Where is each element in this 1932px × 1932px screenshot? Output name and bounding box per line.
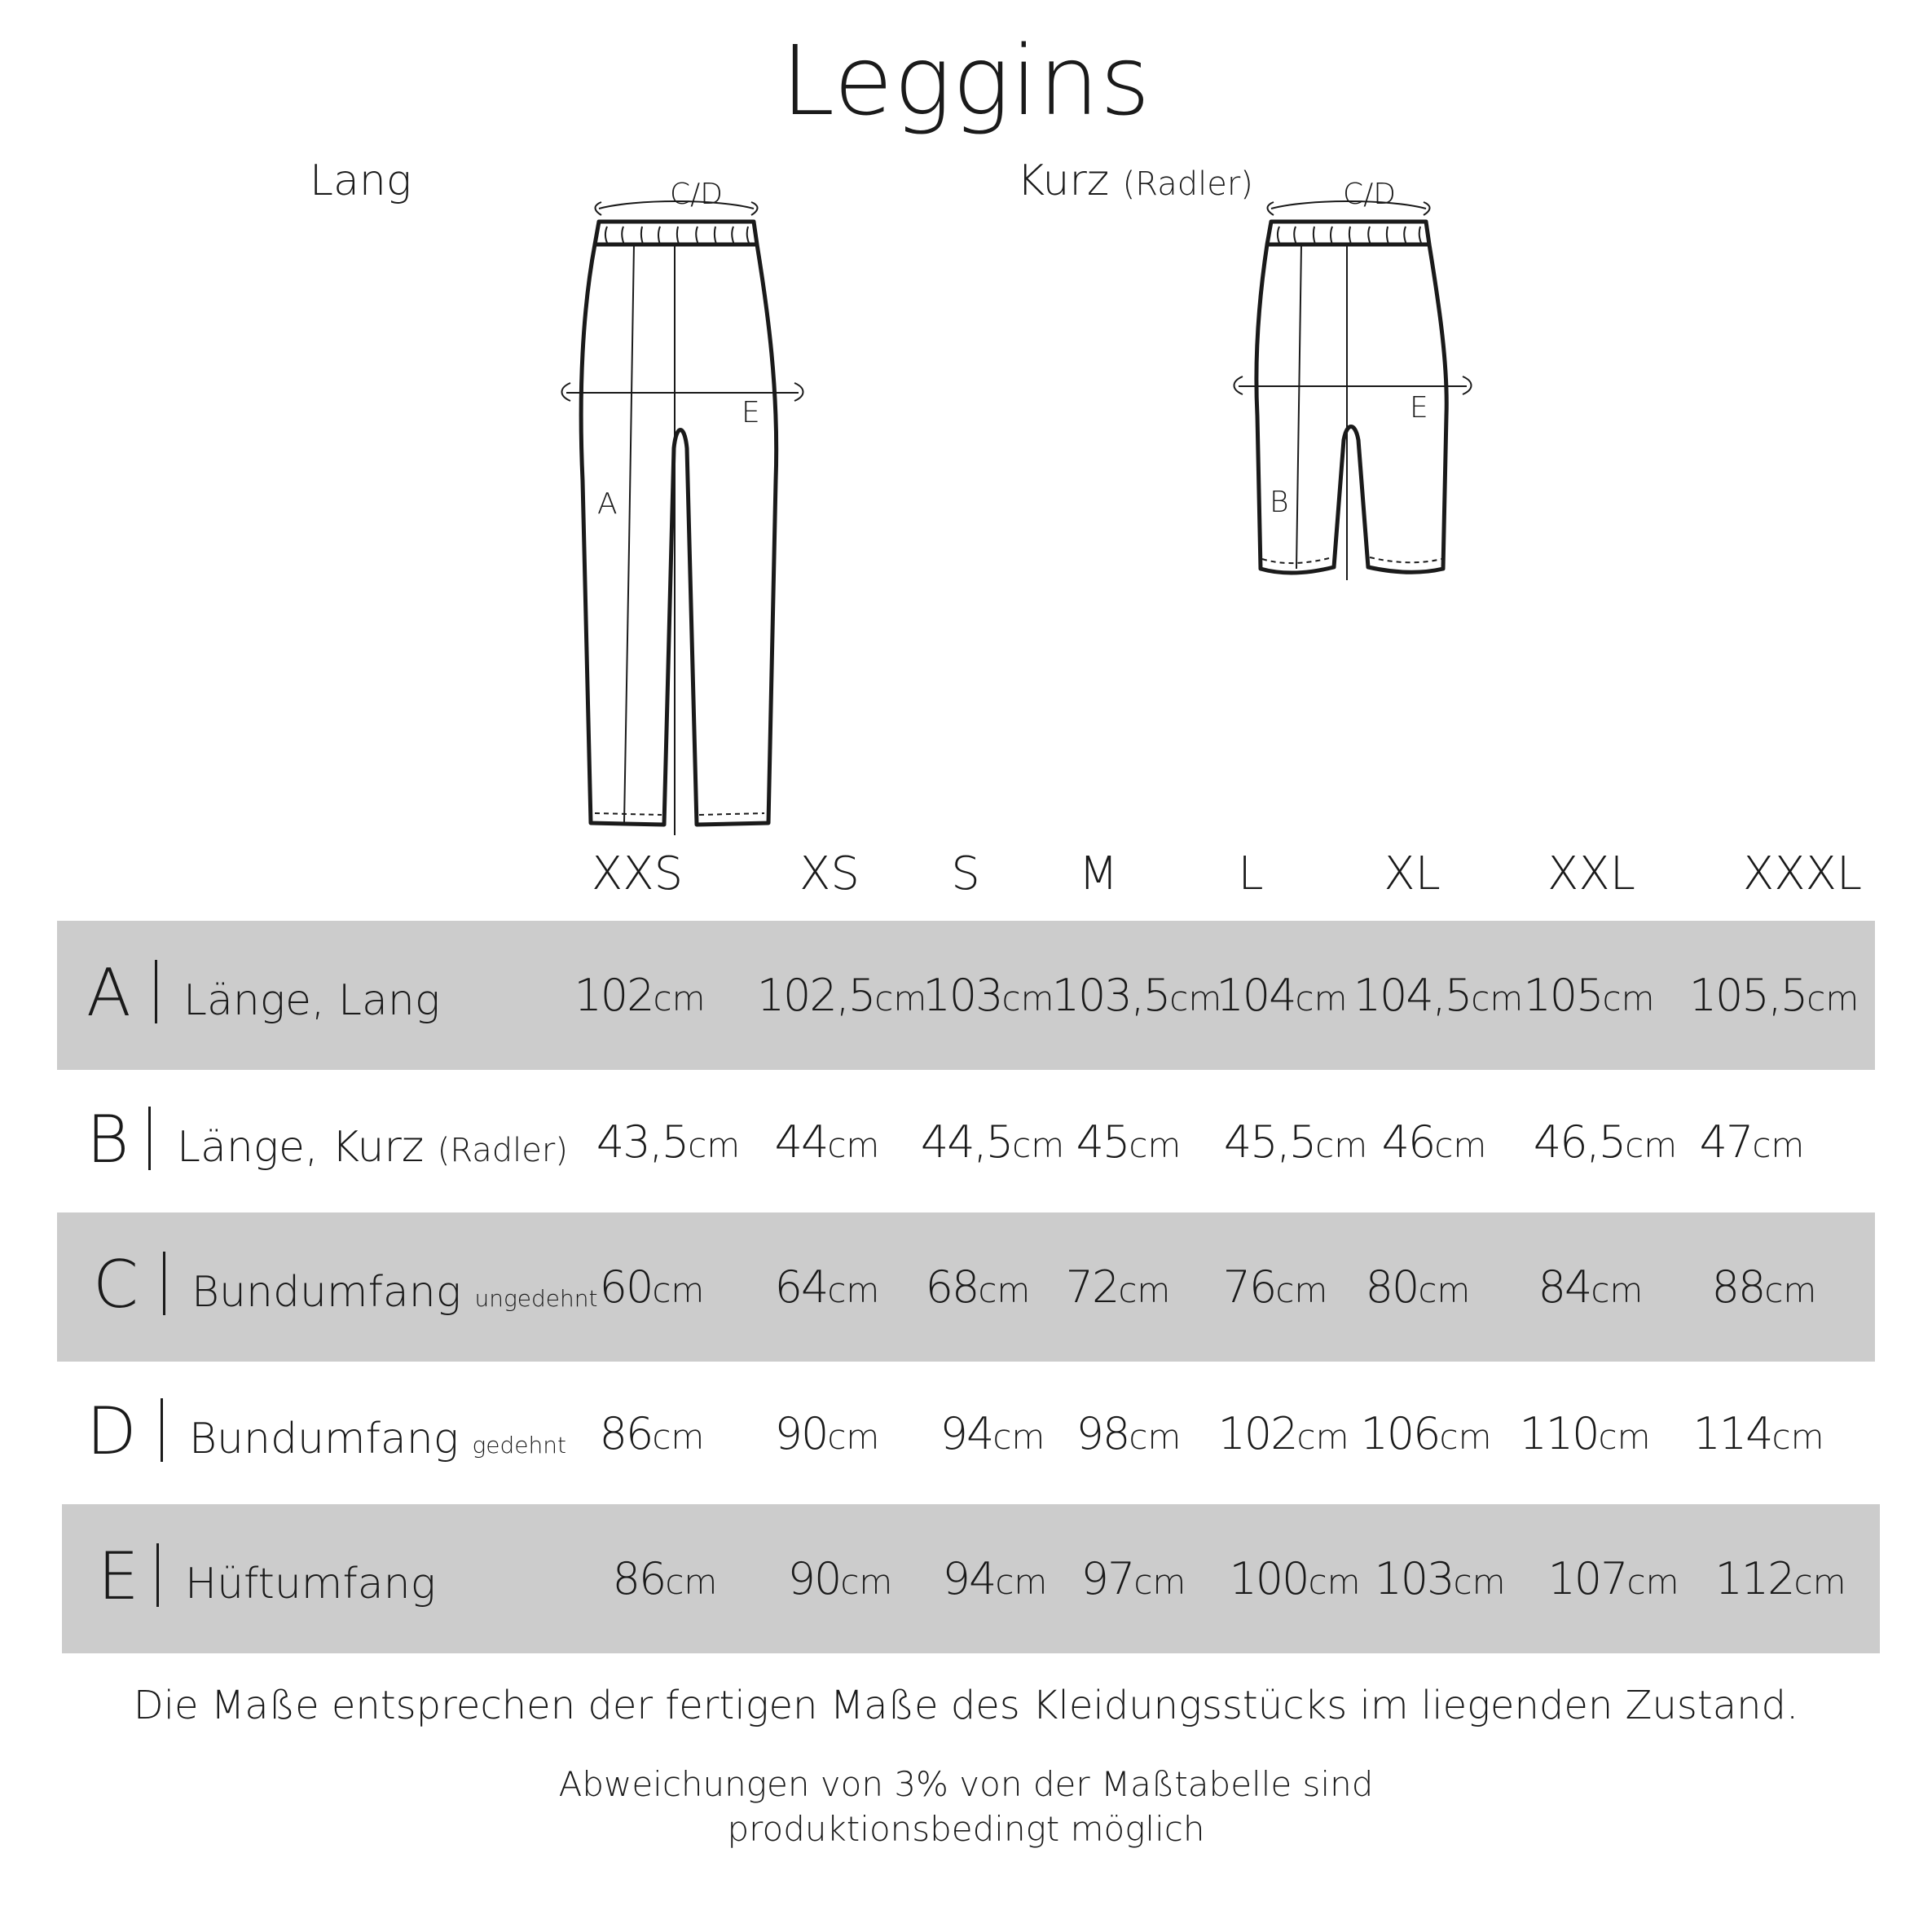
table-cell [1524,1553,1703,1604]
row-letter: D [86,1393,137,1469]
cell-value: 46,5 [1533,1116,1626,1168]
page-title: Leggins [781,24,1151,137]
row-divider [156,1543,159,1607]
section-label-short [1017,156,1253,205]
cell-value: 104 [1216,970,1296,1021]
table-row-c [57,1212,1875,1362]
table-cell [1028,1261,1208,1313]
cell-value: 114 [1692,1408,1772,1459]
cell-unit: cm [1308,1562,1361,1602]
cell-unit: cm [1453,1562,1506,1602]
cell-value: 88 [1711,1261,1765,1313]
cell-value: 84 [1538,1261,1591,1313]
row-letter: A [86,955,131,1031]
cell-unit: cm [995,1562,1048,1602]
table-cell [575,1553,755,1604]
short-length-label: B [1270,486,1289,519]
cell-value: 86 [612,1553,666,1604]
cell-value: 68 [925,1261,979,1313]
cell-value: 86 [599,1408,653,1459]
cell-unit: cm [1118,1270,1171,1310]
short-hip-label: E [1410,391,1428,425]
cell-value: 97 [1080,1553,1134,1604]
size-header: XXXL [1742,847,1863,900]
cell-value: 94 [942,1553,996,1604]
table-cell [1344,1116,1524,1168]
table-cell [750,1553,930,1604]
row-label-sub: ungedehnt [474,1285,598,1312]
cell-value: 90 [787,1553,841,1604]
table-cell [1336,1408,1516,1459]
cell-unit: cm [992,1417,1045,1457]
table-cell [1662,1116,1842,1168]
cell-unit: cm [652,1270,705,1310]
section-label-long-text: Lang [310,156,411,205]
cell-unit: cm [874,979,927,1019]
cell-unit: cm [1764,1270,1817,1310]
cell-value: 112 [1714,1553,1794,1604]
cell-unit: cm [1625,1125,1678,1165]
cell-unit: cm [978,1270,1031,1310]
cell-value: 110 [1519,1408,1599,1459]
row-label-text: Bundumfang [189,1415,459,1463]
cell-value: 47 [1699,1116,1753,1168]
cell-value: 76 [1222,1261,1276,1313]
row-label [183,976,440,1025]
size-header: M [1078,847,1119,900]
table-cell [1350,1553,1529,1604]
table-cell [1328,1261,1507,1313]
cell-value: 60 [599,1261,653,1313]
cell-unit: cm [1602,979,1655,1019]
table-row-a [57,921,1875,1070]
long-hip-label: E [742,396,760,429]
table-cell [1499,970,1679,1021]
table-row-d [57,1359,1875,1508]
row-label-paren: (Radler) [437,1132,568,1169]
cell-value: 45 [1076,1116,1129,1168]
size-header: XXS [591,847,684,900]
table-row-b [57,1067,1875,1217]
deviation-note-line2: produktionsbedingt möglich [727,1809,1205,1849]
table-cell [562,1408,742,1459]
table-cell [1691,1553,1870,1604]
cell-unit: cm [1296,1417,1349,1457]
cell-unit: cm [1295,979,1348,1019]
row-letter: B [86,1102,130,1177]
section-label-short-text: Kurz [1017,156,1110,205]
row-divider [163,1252,165,1315]
cell-unit: cm [1275,1270,1328,1310]
row-label-sub: gedehnt [472,1432,566,1459]
cell-value: 45,5 [1223,1116,1316,1168]
cell-unit: cm [665,1562,718,1602]
cell-unit: cm [1001,979,1054,1019]
cell-value: 98 [1076,1408,1129,1459]
cell-value: 102 [1217,1408,1297,1459]
long-waist-label: C/D [670,178,723,211]
cell-value: 103 [922,970,1002,1021]
cell-value: 102,5 [756,970,875,1021]
table-cell [1669,1408,1848,1459]
cell-unit: cm [1591,1270,1644,1310]
row-divider [161,1398,163,1462]
cell-unit: cm [1129,1417,1182,1457]
size-header: XL [1384,847,1441,900]
cell-value: 44,5 [920,1116,1013,1168]
cell-value: 103,5 [1051,970,1170,1021]
cell-unit: cm [840,1562,893,1602]
row-label-text: Hüftumfang [185,1560,436,1609]
cell-unit: cm [1129,1125,1182,1165]
cell-unit: cm [1752,1125,1805,1165]
size-header: L [1238,847,1264,900]
cell-unit: cm [1315,1125,1368,1165]
row-divider [148,1107,151,1170]
cell-unit: cm [653,979,706,1019]
size-header: XS [799,847,860,900]
leggings-short-diagram [1226,179,1487,587]
cell-unit: cm [1626,1562,1679,1602]
short-waist-label: C/D [1343,178,1396,211]
long-length-label: A [597,487,618,521]
leggings-long-diagram [554,179,815,847]
table-cell [1039,1408,1218,1459]
cell-unit: cm [652,1417,705,1457]
cell-unit: cm [827,1417,880,1457]
cell-unit: cm [827,1270,880,1310]
cell-value: 90 [774,1408,828,1459]
size-header: XXL [1547,847,1635,900]
cell-value: 72 [1065,1261,1119,1313]
cell-value: 107 [1547,1553,1627,1604]
table-cell [562,1261,742,1313]
section-label-long [310,156,411,205]
cell-value: 64 [774,1261,828,1313]
cell-unit: cm [1133,1562,1186,1602]
row-letter: C [93,1247,139,1322]
cell-value: 43,5 [596,1116,689,1168]
cell-value: 100 [1229,1553,1309,1604]
row-label-text: Länge, Lang [183,976,441,1025]
cell-unit: cm [688,1125,741,1165]
cell-unit: cm [1439,1417,1492,1457]
table-cell [1675,1261,1854,1313]
cell-unit: cm [1434,1125,1487,1165]
cell-unit: cm [1793,1562,1846,1602]
table-cell [1684,970,1864,1021]
cell-value: 94 [940,1408,993,1459]
cell-unit: cm [1598,1417,1651,1457]
table-cell [550,970,729,1021]
table-cell [737,1408,917,1459]
row-divider [155,960,157,1023]
cell-value: 103 [1374,1553,1454,1604]
cell-unit: cm [1771,1417,1824,1457]
cell-value: 105,5 [1688,970,1807,1021]
cell-value: 46 [1381,1116,1435,1168]
cell-value: 104,5 [1353,970,1472,1021]
table-cell [1495,1408,1675,1459]
table-cell [1039,1116,1218,1168]
row-label-text: Länge, Kurz [177,1123,425,1172]
table-cell [737,1116,917,1168]
cell-value: 106 [1360,1408,1440,1459]
table-cell [1192,970,1371,1021]
table-row-e [62,1504,1880,1653]
row-label [191,1268,597,1317]
deviation-note-line1: Abweichungen von 3% von der Maßtabelle sind [558,1764,1374,1804]
table-cell [1501,1261,1680,1313]
section-label-short-sub: (Radler) [1122,165,1253,203]
cell-unit: cm [1169,979,1222,1019]
row-label-text: Bundumfang [191,1268,461,1317]
table-cell [1044,1553,1223,1604]
cell-unit: cm [1012,1125,1065,1165]
cell-value: 105 [1523,970,1603,1021]
cell-unit: cm [827,1125,880,1165]
cell-unit: cm [1807,979,1859,1019]
row-label [189,1415,566,1463]
row-label [177,1123,568,1172]
cell-value: 102 [574,970,654,1021]
cell-value: 44 [774,1116,828,1168]
cell-unit: cm [1471,979,1524,1019]
size-header: S [951,847,980,900]
row-label [185,1560,436,1609]
cell-value: 80 [1365,1261,1419,1313]
cell-unit: cm [1418,1270,1471,1310]
table-cell [579,1116,758,1168]
measurement-note: Die Maße entsprechen der fertigen Maße des Kleidungsstücks im liegenden Zustand. [133,1683,1799,1728]
row-letter: E [98,1538,139,1614]
